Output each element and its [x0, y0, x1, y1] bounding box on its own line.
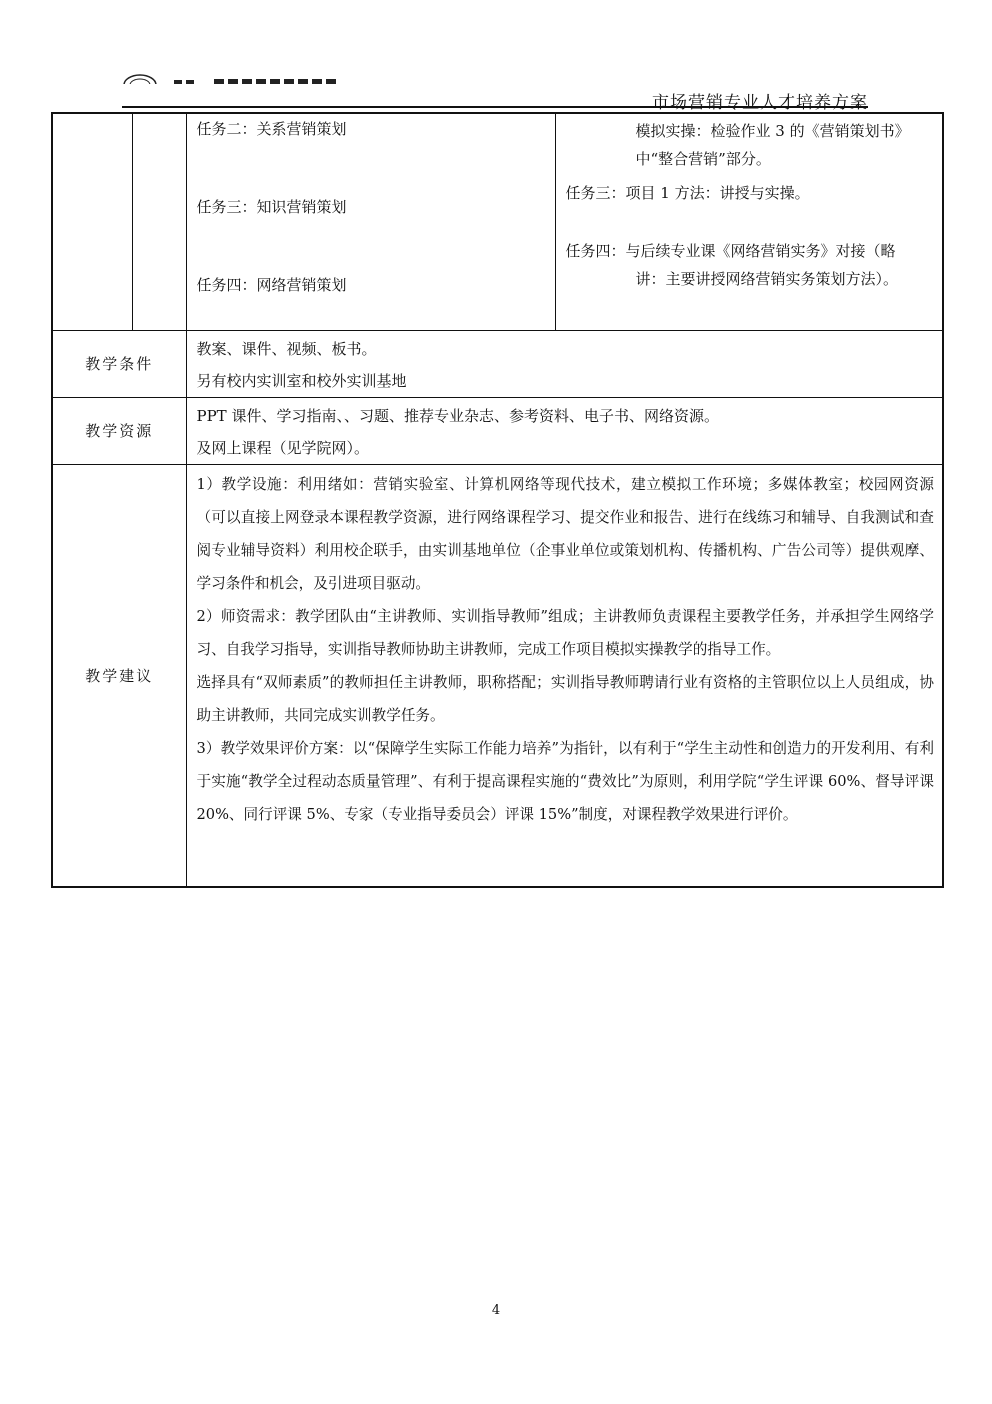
advice-row: [52, 464, 943, 887]
page-header: [122, 72, 868, 112]
conditions-label: 教学条件: [52, 330, 186, 397]
method-line: 任务三：项目 1 方法：讲授与实操。: [565, 184, 810, 202]
resources-line: 及网上课程（见学院网）。: [196, 438, 370, 457]
resources-label: 教学资源: [52, 397, 186, 464]
resources-line: PPT 课件、学习指南、、习题、推荐专业杂志、参考资料、电子书、网络资源。: [196, 406, 719, 425]
method-line: 任务四：与后续专业课《网络营销实务》对接（略: [565, 242, 896, 260]
document-title: 市场营销专业人才培养方案: [652, 93, 868, 113]
conditions-row: [52, 330, 943, 397]
advice-label: 教学建议: [52, 464, 186, 887]
tasks-cell: [186, 113, 555, 330]
empty-cell: [132, 113, 186, 330]
method-line: 模拟实操：检验作业 3 的《营销策划书》: [635, 122, 910, 140]
tasks-row: [52, 113, 943, 330]
spacer: [566, 210, 935, 240]
resources-row: [52, 397, 943, 464]
conditions-line: 另有校内实训室和校外实训基地: [196, 371, 407, 390]
advice-paragraph: 1）教学设施：利用绪如：营销实验室、计算机网络等现代技术，建立模拟工作环境；多媒体教室；校园网资源（可以直接上网登录本课程教学资源，进行网络课程学习、提交作业和报告、进行在线练习和辅导、自我测试和查阅专业辅导资料）利用校企联手，由实训基地单位（企事业单位或策划机构、传播机构、广告公司等）提供观摩、学习条件和机会，及引进项目驱动。: [196, 475, 934, 592]
advice-paragraph: 2）师资需求：教学团队由“主讲教师、实训指导教师”组成；主讲教师负责课程主要教学任务，并承担学生网络学习、自我学习指导，实训指导教师协助主讲教师，完成工作项目模拟实操教学的指导工作。: [196, 607, 934, 658]
methods-cell: [555, 113, 943, 330]
college-logo: [122, 72, 360, 84]
method-line: 讲：主要讲授网络营销实务策划方法）。: [635, 270, 899, 288]
task-item: 任务四：网络营销策划: [196, 276, 347, 294]
course-table: [51, 112, 944, 888]
task-item: 任务三：知识营销策划: [196, 198, 347, 216]
page-number: 4: [491, 1303, 501, 1318]
advice-content: [186, 464, 943, 887]
task-item: 任务二：关系营销策划: [196, 120, 347, 138]
method-line: 中“整合营销”部分。: [635, 150, 771, 168]
resources-content: [186, 397, 943, 464]
conditions-content: [186, 330, 943, 397]
empty-cell: [52, 113, 132, 330]
advice-paragraph: 选择具有“双师素质”的教师担任主讲教师，职称搭配；实训指导教师聘请行业有资格的主管职位以上人员组成，协助主讲教师，共同完成实训教学任务。: [196, 673, 934, 724]
advice-paragraph: 3）教学效果评价方案：以“保障学生实际工作能力培养”为指针，以有利于“学生主动性和创造力的开发利用、有利于实施“教学全过程动态质量管理”、有利于提高课程实施的“费效比”为原则，利用学院“学生评课 60%、督导评课 20%、同行评课 5%、专家（专业指导委员会）评课 15%”制度，对课程教学效果进行评价。: [196, 739, 934, 823]
header-rule: [122, 106, 868, 108]
conditions-line: 教案、课件、视频、板书。: [196, 339, 377, 358]
